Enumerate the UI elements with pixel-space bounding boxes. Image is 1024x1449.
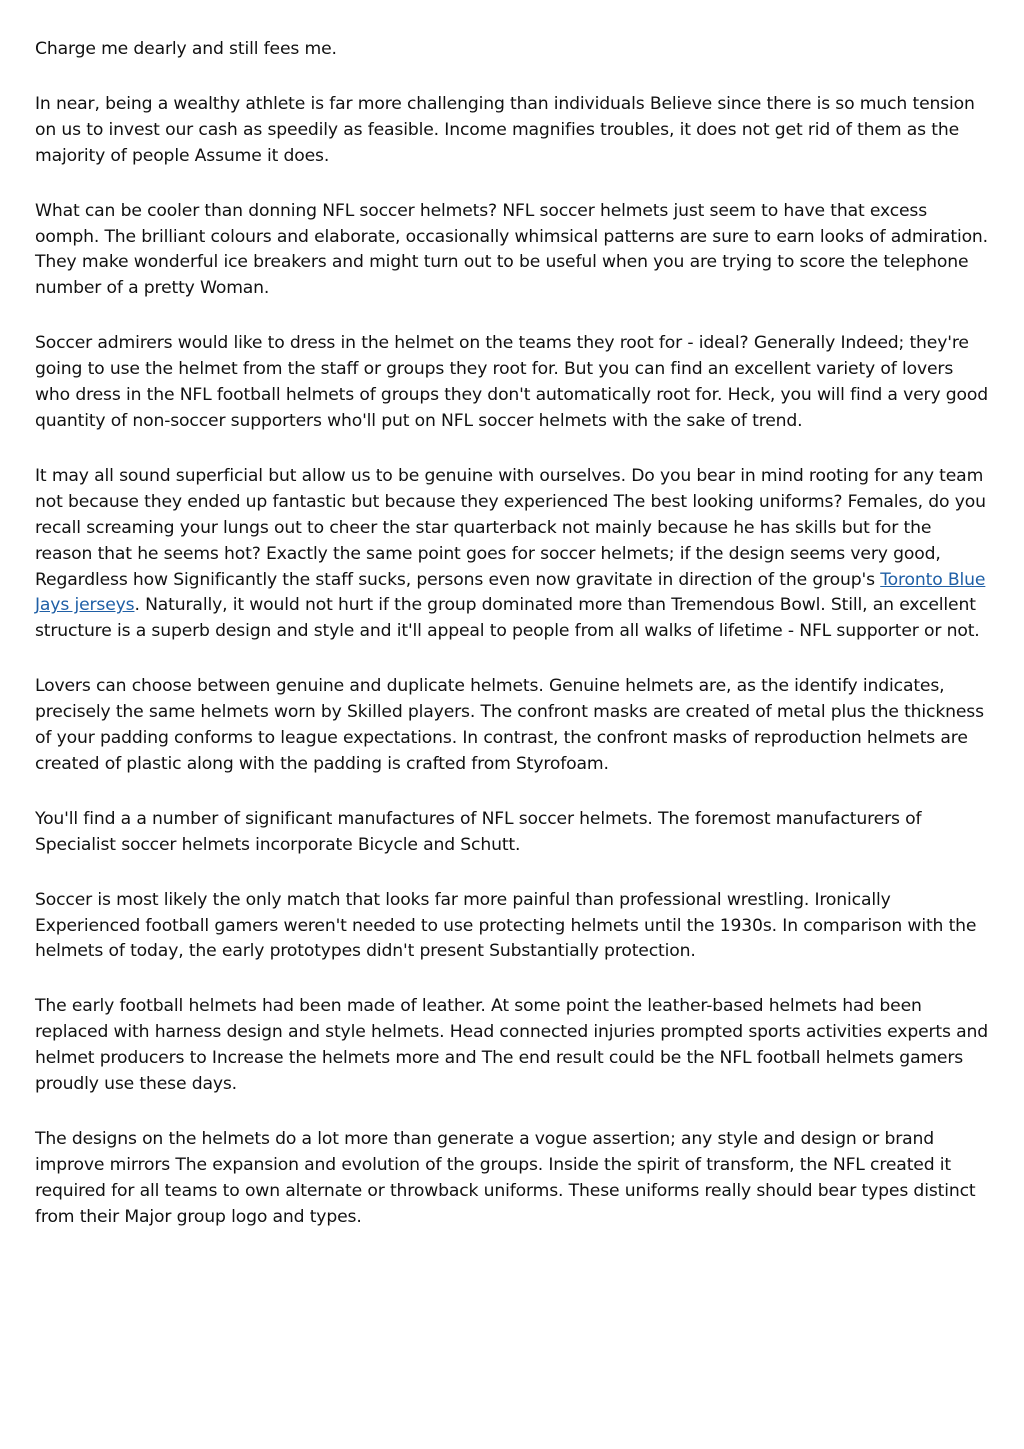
paragraph-1: Charge me dearly and still fees me. bbox=[35, 39, 337, 59]
paragraph-4: Soccer admirers would like to dress in the helmet on the teams they root for - ideal? Generally Indeed; they're going to use the helmet from the staff or groups they root for. But you can find an excellent variety of lovers who dress in the NFL football helmets of groups they don't automatically root for. Heck, you will find a very good quantity of non-soccer supporters who'll put on NFL soccer helmets with the sake of trend. bbox=[35, 333, 989, 431]
paragraph-9: The early football helmets had been made of leather. At some point the leather-based helmets had been replaced with harness design and style helmets. Head connected injuries prompted sports activities experts and helmet producers to Increase the helmets more and The end result could be the NFL football helmets gamers proudly use these days. bbox=[35, 996, 989, 1095]
paragraph-5-text-before-link: It may all sound superficial but allow us to be genuine with ourselves. Do you bear in mind rooting for any team not because they ended up fantastic but because they experienced The best looking uniforms? Females, do you recall screaming your lungs out to cheer the star quarterback not mainly because he has skills but for the reason that he seems hot? Exactly the same point goes for soccer helmets; if the design seems very good, Regardless how Significantly the staff sucks, persons even now gravitate in direction of the group's bbox=[35, 465, 986, 590]
document-body bbox=[35, 37, 993, 1260]
toronto-blue-jays-jerseys-link[interactable]: Toronto Blue Jays jerseys bbox=[35, 569, 986, 616]
paragraph-3: What can be cooler than donning NFL soccer helmets? NFL soccer helmets just seem to have that excess oomph. The brilliant colours and elaborate, occasionally whimsical patterns are sure to earn looks of admiration. They make wonderful ice breakers and might turn out to be useful when you are trying to score the telephone number of a pretty Woman. bbox=[35, 200, 988, 299]
paragraph-5 bbox=[35, 464, 993, 645]
paragraph-5-text-after-link: . Naturally, it would not hurt if the group dominated more than Tremendous Bowl. Still, an excellent structure is a superb design and style and it'll appeal to people from all walks of lifetime - NFL supporter or not. bbox=[35, 595, 980, 642]
paragraph-7: You'll find a a number of significant manufactures of NFL soccer helmets. The foremost manufacturers of Specialist soccer helmets incorporate Bicycle and Schutt. bbox=[35, 808, 922, 855]
paragraph-8: Soccer is most likely the only match that looks far more painful than professional wrestling. Ironically Experienced football gamers weren't needed to use protecting helmets until the 1930s. In comparison with the helmets of today, the early prototypes didn't present Substantially protection. bbox=[35, 889, 977, 962]
paragraph-2: In near, being a wealthy athlete is far more challenging than individuals Believe since there is so much tension on us to invest our cash as speedily as feasible. Income magnifies troubles, it does not get rid of them as the majority of people Assume it does. bbox=[35, 93, 975, 166]
paragraph-6: Lovers can choose between genuine and duplicate helmets. Genuine helmets are, as the identify indicates, precisely the same helmets worn by Skilled players. The confront masks are created of metal plus the thickness of your padding conforms to league expectations. In contrast, the confront masks of reproduction helmets are created of plastic along with the padding is crafted from Styrofoam. bbox=[35, 676, 984, 774]
paragraph-10: The designs on the helmets do a lot more than generate a vogue assertion; any style and design or brand improve mirrors The expansion and evolution of the groups. Inside the spirit of transform, the NFL created it required for all teams to own alternate or throwback uniforms. These uniforms really should bear types distinct from their Major group logo and types. bbox=[35, 1129, 976, 1227]
